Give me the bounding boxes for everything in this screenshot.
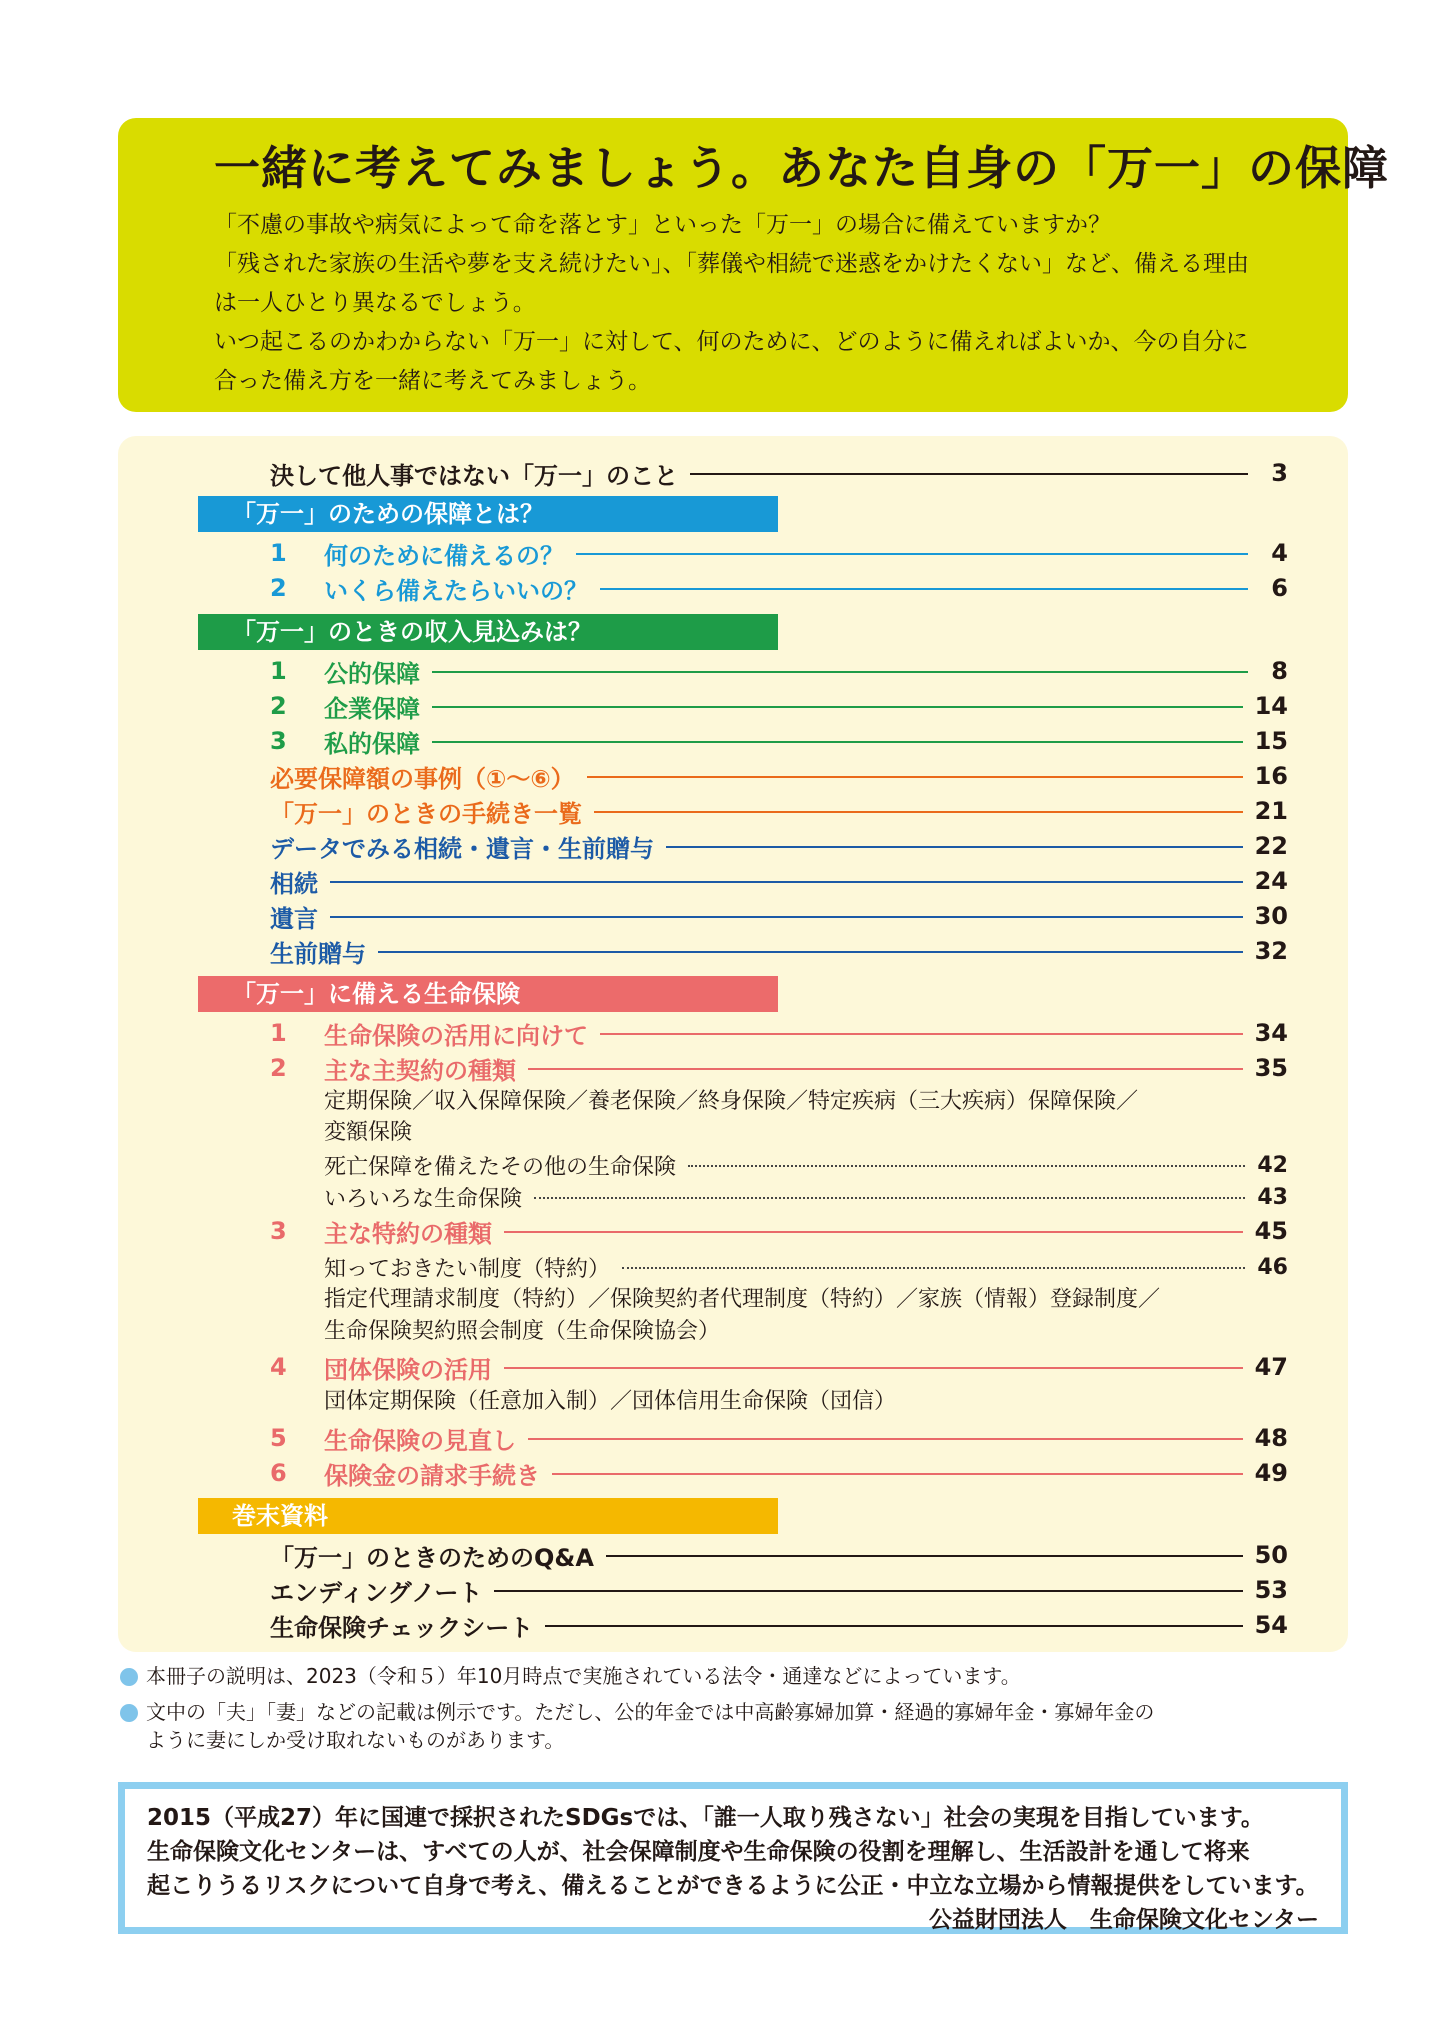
leader-line [432,741,1243,743]
toc-entry[interactable] [270,1016,1288,1050]
toc-page-number: 43 [1257,1184,1288,1210]
toc-entry-label: 私的保障 [324,729,420,758]
section-band-appendix: 巻末資料 [198,1498,778,1534]
intro-panel [118,118,1389,412]
notes [118,1662,1358,1754]
toc-entry-number: 1 [270,539,287,567]
toc-entry[interactable] [270,1608,1288,1642]
toc-page-number: 30 [1254,902,1288,930]
toc-entry-label: 主な特約の種類 [324,1219,492,1248]
section-band-guarantee: 「万一」のための保障とは？ [198,496,778,532]
toc-entry-label: 企業保障 [324,694,420,723]
toc-subentry[interactable] [324,1148,1288,1182]
toc-page-number: 47 [1254,1353,1288,1381]
toc-entry[interactable] [270,1214,1288,1248]
toc-page-number: 42 [1257,1152,1288,1178]
toc-entry[interactable] [270,794,1288,828]
toc-entry[interactable] [270,829,1288,863]
toc-page-number: 15 [1254,727,1288,755]
toc-entry-label: エンディングノート [270,1578,483,1607]
toc-page-number: 48 [1254,1424,1288,1452]
leader-line [600,1033,1243,1035]
toc-entry-number: 1 [270,657,287,685]
toc-entry[interactable] [270,759,1288,793]
intro-line: いつ起こるのかわからない「万一」に対して、何のために、どのように備えればよいか、今の自分に [214,328,1249,355]
toc-entry-label: 「万一」のときの手続き一覧 [270,799,582,828]
toc-page-number: 3 [1271,459,1288,487]
toc-page-number: 53 [1254,1576,1288,1604]
toc-entry-number: 2 [270,692,287,720]
toc-page-number: 21 [1254,797,1288,825]
toc-entry-label: 公的保障 [324,659,420,688]
sdgs-line: 起こりうるリスクについて自身で考え、備えることができるように公正・中立な立場から情報提供をしています。 [147,1873,1319,1899]
toc-entry[interactable] [270,934,1288,968]
toc-entry-number: 3 [270,1217,287,1245]
leader-dots [688,1165,1245,1167]
note-item [118,1662,1358,1690]
leader-line [552,1473,1243,1475]
leader-line [587,776,1243,778]
toc-entry-label: 何のために備えるの？ [324,541,564,570]
toc-description: 変額保険 [324,1120,413,1145]
toc-entry[interactable] [270,1573,1288,1607]
toc-entry[interactable] [270,536,1288,570]
leader-line [576,553,1248,555]
toc-page-number: 6 [1271,574,1288,602]
toc-entry[interactable] [270,1538,1288,1572]
note-text: ように妻にしか受け取れないものがあります。 [146,1728,565,1752]
toc-subentry[interactable] [324,1250,1288,1284]
toc-description: 指定代理請求制度（特約）／保険契約者代理制度（特約）／家族（情報）登録制度／ [324,1287,1161,1312]
leader-line [606,1555,1243,1557]
toc-page-number: 32 [1254,937,1288,965]
toc-entry-label: 主な主契約の種類 [324,1056,516,1085]
toc-entry[interactable] [270,456,1288,490]
toc-page-number: 4 [1271,539,1288,567]
toc-page-number: 46 [1257,1254,1288,1280]
toc-entry-label: 生命保険チェックシート [270,1613,534,1642]
toc-entry[interactable] [270,899,1288,933]
toc-page-number: 49 [1254,1459,1288,1487]
leader-line [528,1068,1243,1070]
toc-entry-label: いろいろな生命保険 [324,1186,523,1212]
toc-entry-label: 相続 [270,869,318,898]
toc-entry-label: 生命保険の見直し [324,1426,516,1455]
toc-entry[interactable] [270,654,1288,688]
toc-entry[interactable] [270,689,1288,723]
leader-dots [534,1197,1245,1199]
leader-dots [622,1267,1245,1269]
toc-page-number: 22 [1254,832,1288,860]
toc-entry[interactable] [270,1350,1288,1384]
toc-page-number: 35 [1254,1054,1288,1082]
toc-entry[interactable] [270,1051,1288,1085]
leader-line [594,811,1243,813]
leader-line [378,951,1243,953]
toc-entry-label: 知っておきたい制度（特約） [324,1256,611,1282]
toc-entry-number: 2 [270,1054,287,1082]
toc-page-number: 54 [1254,1611,1288,1639]
bullet-icon [120,1704,138,1722]
toc-entry-label: 生命保険の活用に向けて [324,1021,588,1050]
note-text: 本冊子の説明は、2023（令和５）年10月時点で実施されている法令・通達などによっています。 [146,1664,1021,1688]
leader-line [528,1438,1243,1440]
leader-line [545,1625,1242,1627]
leader-line [432,671,1248,673]
leader-line [504,1231,1243,1233]
toc-page-number: 34 [1254,1019,1288,1047]
toc-entry-number: 3 [270,727,287,755]
toc-page-number: 24 [1254,867,1288,895]
section-band-income: 「万一」のときの収入見込みは？ [198,614,778,650]
intro-line: は一人ひとり異なるでしょう。 [214,289,536,316]
toc-entry-label: データでみる相続・遺言・生前贈与 [270,834,654,863]
section-band-life-insurance: 「万一」に備える生命保険 [198,976,778,1012]
intro-line: 「残された家族の生活や夢を支え続けたい」、「葬儀や相続で迷惑をかけたくない」など、備える理由 [214,250,1249,277]
toc-description: 団体定期保険（任意加入制）／団体信用生命保険（団信） [324,1389,897,1414]
toc-entry[interactable] [270,724,1288,758]
sdgs-line: 生命保険文化センターは、すべての人が、社会保障制度や生命保険の役割を理解し、生活設計を通して将来 [147,1839,1250,1865]
toc-entry-number: 1 [270,1019,287,1047]
toc-page-number: 45 [1254,1217,1288,1245]
toc-entry-label: 死亡保障を備えたその他の生命保険 [324,1154,677,1180]
leader-line [690,473,1248,475]
toc-entry-label: 決して他人事ではない「万一」のこと [270,461,678,490]
leader-line [330,916,1243,918]
toc-page-number: 50 [1254,1541,1288,1569]
note-text: 文中の「夫」「妻」などの記載は例示です。ただし、公的年金では中高齢寡婦加算・経過的寡婦年金・寡婦年金の [146,1700,1155,1724]
leader-line [432,706,1243,708]
leader-line [504,1367,1243,1369]
toc-page-number: 14 [1254,692,1288,720]
sdgs-line: 2015（平成27）年に国連で採択されたSDGsでは、「誰一人取り残さない」社会の実現を目指しています。 [147,1805,1264,1831]
toc-page-number: 16 [1254,762,1288,790]
intro-title: 一緒に考えてみましょう。あなた自身の「万一」の保障 [214,141,1389,195]
table-of-contents [118,436,1348,1652]
sdgs-statement-box [118,1782,1348,1934]
toc-entry[interactable] [270,864,1288,898]
organization-signature: 公益財団法人 生命保険文化センター [928,1907,1319,1933]
toc-entry[interactable] [270,1421,1288,1455]
toc-entry-number: 5 [270,1424,287,1452]
intro-line: 合った備え方を一緒に考えてみましょう。 [214,367,651,394]
toc-entry-label: 団体保険の活用 [324,1355,492,1384]
toc-entry-label: 保険金の請求手続き [324,1461,540,1490]
toc-entry[interactable] [270,1456,1288,1490]
note-item [118,1698,1358,1754]
leader-line [494,1590,1242,1592]
toc-entry-label: 「万一」のときのためのQ&A [270,1543,594,1572]
toc-subentry[interactable] [324,1180,1288,1214]
toc-description: 定期保険／収入保障保険／養老保険／終身保険／特定疾病（三大疾病）保障保険／ [324,1089,1139,1114]
intro-line: 「不慮の事故や病気によって命を落とす」といった「万一」の場合に備えていますか？ [214,211,1111,238]
toc-entry-label: 生前贈与 [270,939,366,968]
toc-entry-label: 遺言 [270,904,318,933]
toc-entry-label: 必要保障額の事例（①～⑥） [270,764,575,793]
leader-line [600,588,1248,590]
toc-entry[interactable] [270,571,1288,605]
bullet-icon [120,1668,138,1686]
toc-entry-number: 6 [270,1459,287,1487]
leader-line [666,846,1243,848]
toc-entry-label: いくら備えたらいいの？ [324,576,588,605]
toc-entry-number: 2 [270,574,287,602]
leader-line [330,881,1243,883]
toc-page-number: 8 [1271,657,1288,685]
toc-entry-number: 4 [270,1353,287,1381]
toc-description: 生命保険契約照会制度（生命保険協会） [324,1319,721,1344]
